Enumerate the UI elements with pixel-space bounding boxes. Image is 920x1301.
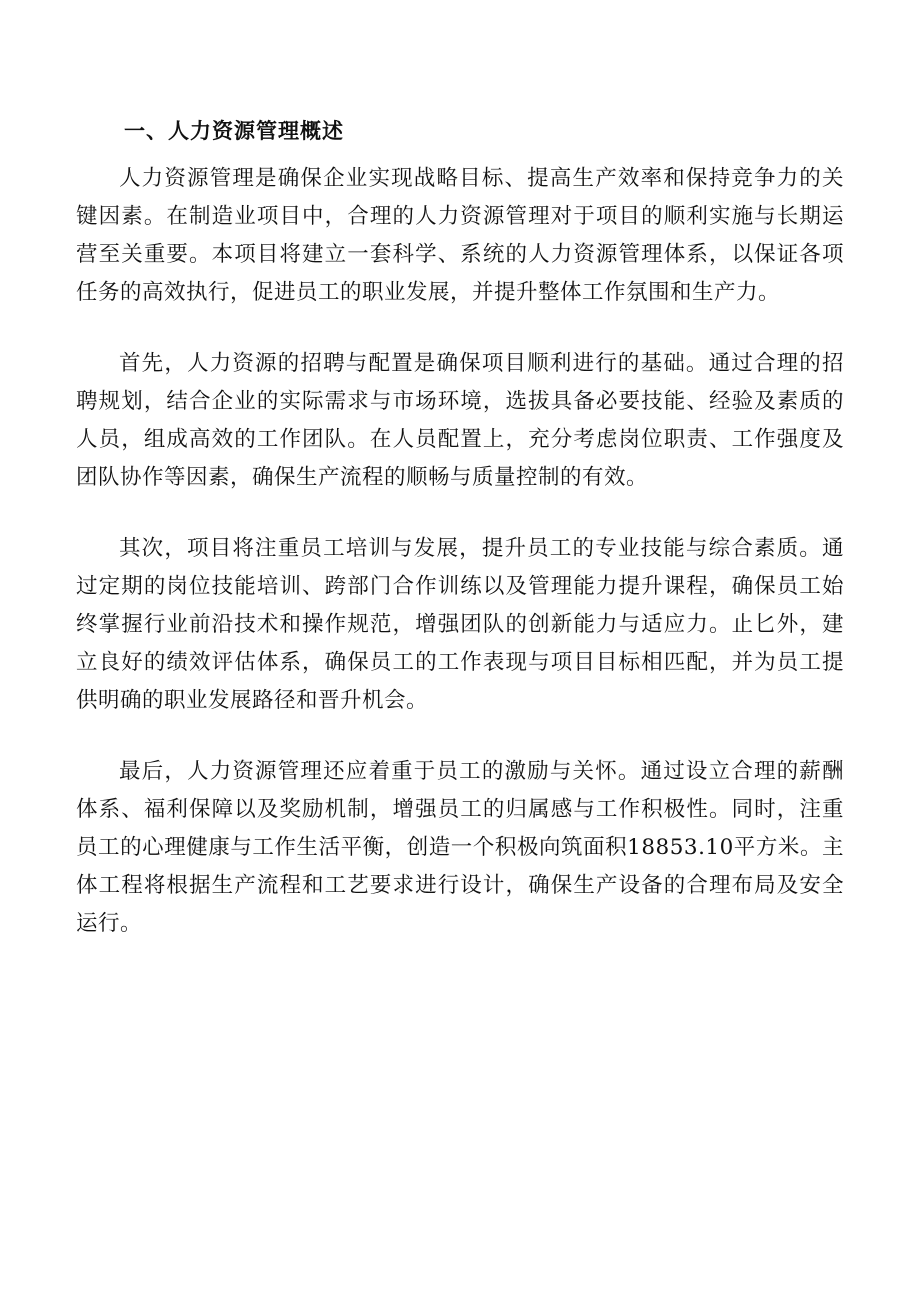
- paragraph-recruitment: 首先，人力资源的招聘与配置是确保项目顺利进行的基础。通过合理的招聘规划，结合企业的实际需求与市场环境，选拔具备必要技能、经验及素质的人员，组成高效的工作团队。在人员配置上，充分考虑岗位职责、工作强度及团队协作等因素，确保生产流程的顺畅与质量控制的有效。: [76, 351, 844, 490]
- document-page: [76, 112, 844, 976]
- paragraph-overview: 人力资源管理是确保企业实现战略目标、提高生产效率和保持竞争力的关键因素。在制造业项目中，合理的人力资源管理对于项目的顺利实施与长期运营至关重要。本项目将建立一套科学、系统的人力资源管理体系，以保证各项任务的高效执行，促进员工的职业发展，并提升整体工作氛围和生产力。: [76, 166, 844, 305]
- section-heading: 一、人力资源管理概述: [124, 118, 344, 143]
- paragraph-incentives: 最后，人力资源管理还应着重于员工的激励与关怀。通过设立合理的薪酬体系、福利保障以及奖励机制，增强员工的归属感与工作积极性。同时，注重员工的心理健康与工作生活平衡，创造一个积极向筑面积18853.10平方米。主体工程将根据生产流程和工艺要求进行设计，确保生产设备的合理布局及安全运行。: [76, 759, 844, 936]
- paragraph-training: 其次，项目将注重员工培训与发展，提升员工的专业技能与综合素质。通过定期的岗位技能培训、跨部门合作训练以及管理能力提升课程，确保员工始终掌握行业前沿技术和操作规范，增强团队的创新能力与适应力。止匕外，建立良好的绩效评估体系，确保员工的工作表现与项目目标相匹配，并为员工提供明确的职业发展路径和晋升机会。: [76, 536, 844, 713]
